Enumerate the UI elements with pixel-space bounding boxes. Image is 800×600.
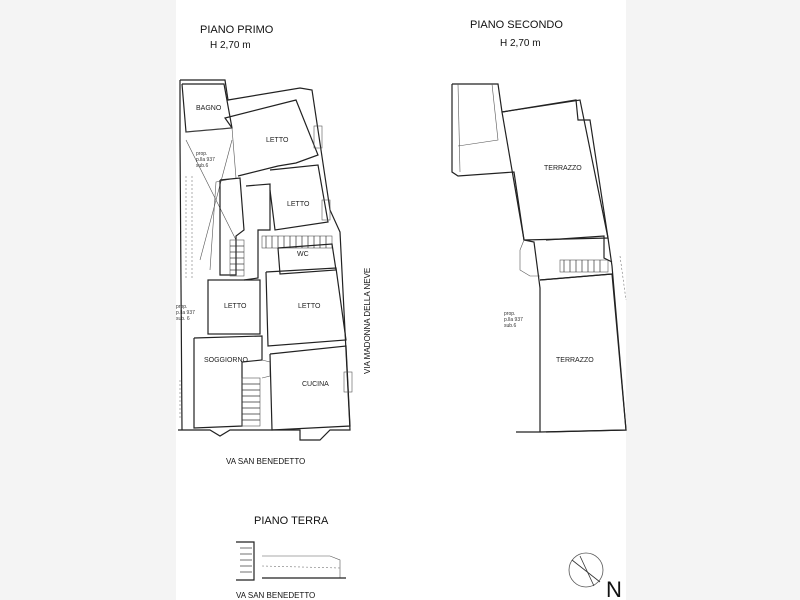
title-piano-terra: PIANO TERRA (254, 515, 329, 527)
stairs-primo-left (230, 240, 244, 276)
prop-note-2-line-2: p.lla 937 (176, 310, 195, 316)
plan-piano-secondo (452, 84, 626, 432)
room-terrazzo-1: TERRAZZO (544, 165, 582, 172)
title-piano-primo: PIANO PRIMO (200, 24, 274, 36)
room-terrazzo-2: TERRAZZO (556, 357, 594, 364)
prop-note-1-line-2: p.lla 937 (196, 157, 215, 163)
room-bagno: BAGNO (196, 105, 222, 112)
plan-piano-primo (176, 80, 372, 466)
room-letto-3: LETTO (224, 303, 247, 310)
north-arrow (569, 553, 622, 600)
street-san-benedetto-primo: VA SAN BENEDETTO (226, 457, 306, 466)
compass-circle-icon (569, 553, 603, 587)
stairs-terra (240, 548, 252, 572)
room-wc: WC (297, 251, 309, 258)
north-label: N (606, 577, 622, 600)
prop-note-2-line-3: sub. 6 (176, 316, 190, 322)
street-san-benedetto-terra: VA SAN BENEDETTO (236, 591, 316, 600)
prop-note-secondo-line-1: prop. (504, 311, 516, 317)
prop-note-1-line-3: sub.6 (196, 163, 209, 169)
room-cucina: CUCINA (302, 381, 329, 388)
prop-note-2-line-1: prop. (176, 304, 188, 310)
room-soggiorno: SOGGIORNO (204, 357, 248, 364)
prop-note-1-line-1: prop. (196, 151, 208, 157)
room-letto-2: LETTO (287, 201, 310, 208)
room-letto-1: LETTO (266, 137, 289, 144)
prop-note-secondo-line-2: p.lla 937 (504, 317, 523, 323)
height-piano-primo: H 2,70 m (210, 40, 251, 51)
height-piano-secondo: H 2,70 m (500, 38, 541, 49)
stairs-secondo (560, 260, 608, 272)
plan-piano-terra (236, 515, 346, 600)
street-via-madonna-della-neve: VIA MADONNA DELLA NEVE (363, 267, 372, 374)
prop-note-secondo-line-3: sub.6 (504, 323, 517, 329)
room-letto-4: LETTO (298, 303, 321, 310)
stairs-primo-lower (242, 378, 260, 426)
title-piano-secondo: PIANO SECONDO (470, 19, 563, 31)
